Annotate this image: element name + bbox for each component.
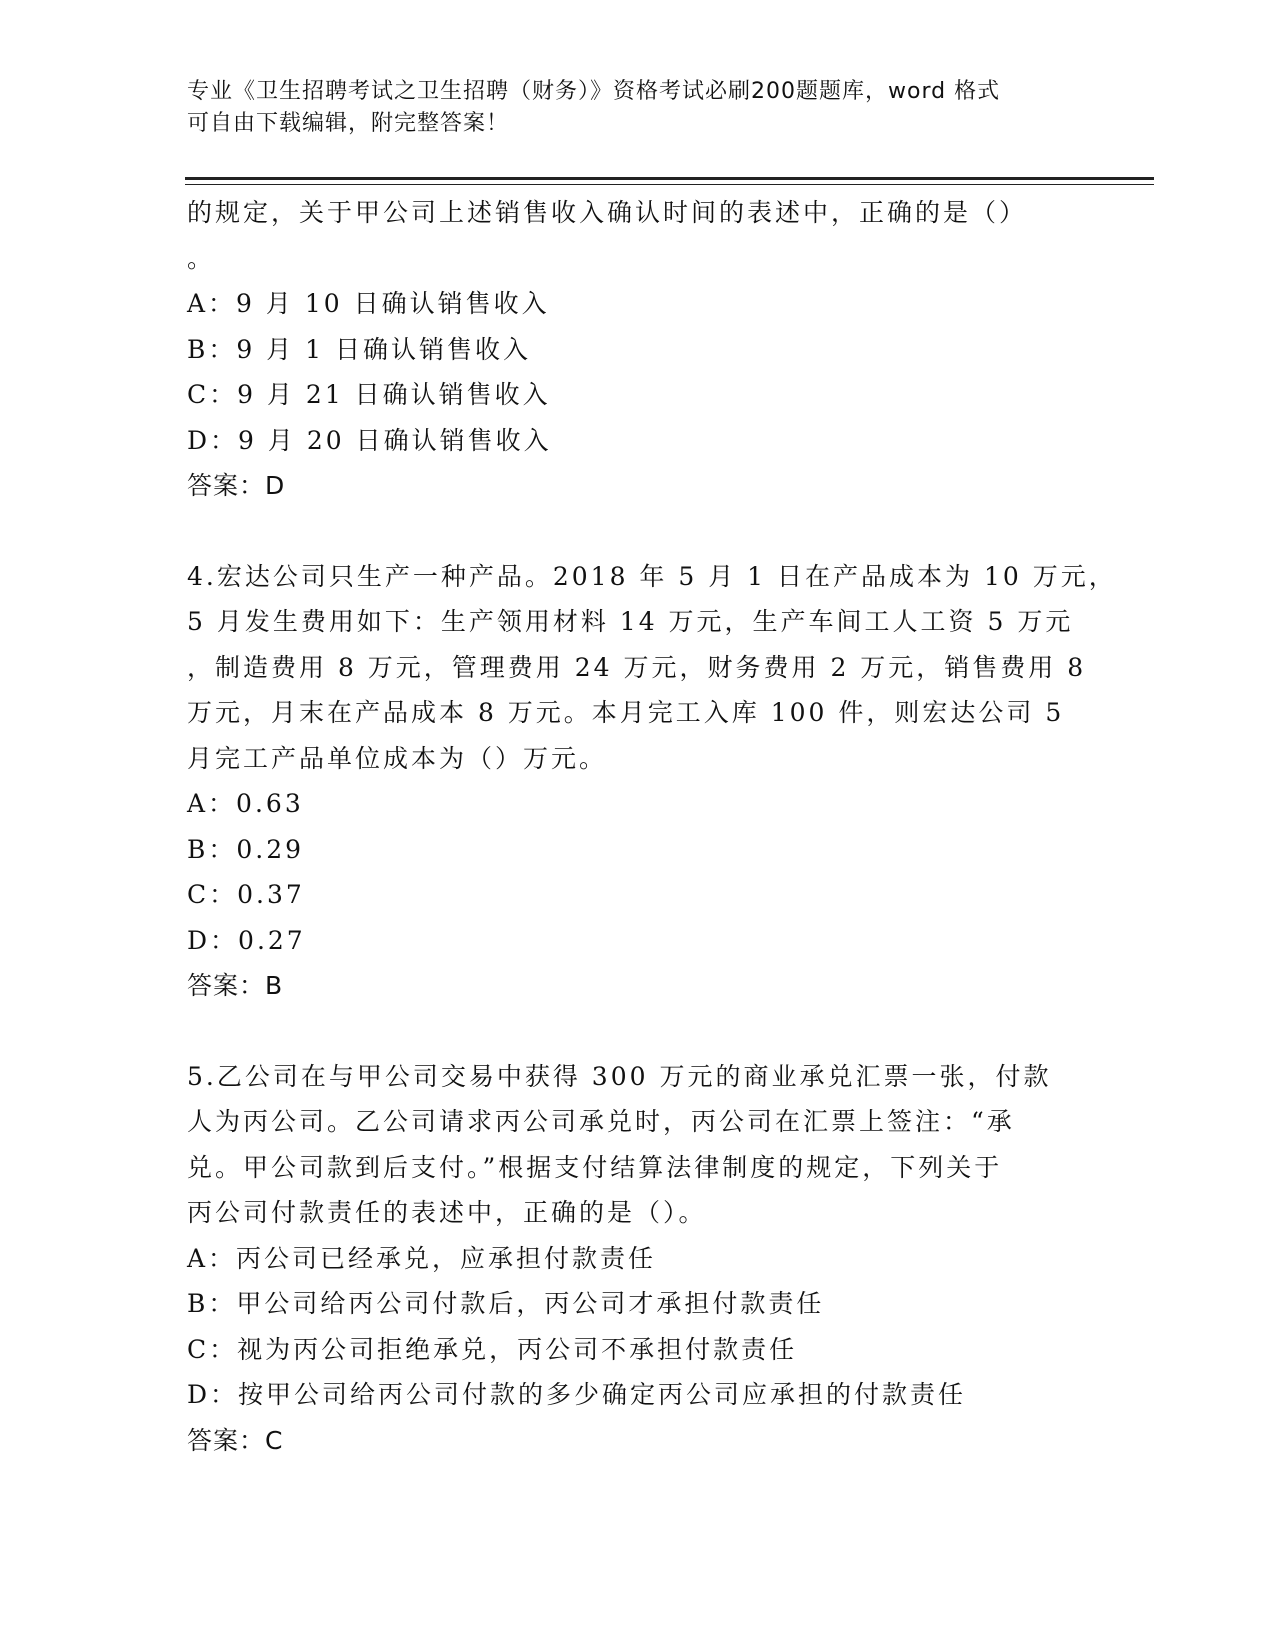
question-stem-line: 的规定，关于甲公司上述销售收入确认时间的表述中，正确的是（） <box>187 198 1028 227</box>
header-rule-thick <box>185 177 1154 180</box>
option-d: D：9 月 20 日确认销售收入 <box>187 425 552 455</box>
spacer <box>187 1009 1087 1054</box>
header-rule-thin <box>185 184 1154 185</box>
option-b: B：甲公司给丙公司付款后，丙公司才承担付款责任 <box>187 1289 825 1318</box>
question-4 <box>187 554 1117 1009</box>
question-stem-line: 月完工产品单位成本为（）万元。 <box>187 743 608 773</box>
option-a: A：丙公司已经承兑，应承担付款责任 <box>187 1243 657 1273</box>
option-c: C：9 月 21 日确认销售收入 <box>187 380 551 409</box>
option-b: B：0.29 <box>187 834 305 864</box>
option-a: A：0.63 <box>187 789 304 818</box>
option-b: B：9 月 1 日确认销售收入 <box>187 334 532 364</box>
option-c: C：视为丙公司拒绝承兑，丙公司不承担付款责任 <box>187 1334 798 1364</box>
option-a: A：9 月 10 日确认销售收入 <box>187 289 550 318</box>
option-c: C：0.37 <box>187 880 305 909</box>
question-5 <box>187 1054 1087 1464</box>
question-stem-line: 。 <box>187 243 216 273</box>
answer: 答案：B <box>187 971 284 1000</box>
document-header <box>187 76 1067 140</box>
header-line-2: 可自由下载编辑，附完整答案！ <box>187 111 510 136</box>
question-stem-line: 5 月发生费用如下：生产领用材料 14 万元，生产车间工人工资 5 万元 <box>187 607 1074 636</box>
spacer <box>187 509 1087 554</box>
question-stem-line: 兑。甲公司款到后支付。”根据支付结算法律制度的规定，下列关于 <box>187 1152 1003 1182</box>
header-line-1: 专业《卫生招聘考试之卫生招聘（财务）》资格考试必刷200题题库，word 格式 <box>187 79 1001 104</box>
question-stem-line: 5.乙公司在与甲公司交易中获得 300 万元的商业承兑汇票一张，付款 <box>187 1061 1052 1091</box>
answer: 答案：D <box>187 471 286 500</box>
option-d: D：按甲公司给丙公司付款的多少确定丙公司应承担的付款责任 <box>187 1380 967 1409</box>
question-stem-line: 万元，月末在产品成本 8 万元。本月完工入库 100 件，则宏达公司 5 <box>187 698 1065 727</box>
question-stem-line: 人为丙公司。乙公司请求丙公司承兑时，丙公司在汇票上签注：“承 <box>187 1107 1015 1136</box>
answer: 答案：C <box>187 1425 284 1455</box>
option-d: D：0.27 <box>187 925 306 955</box>
question-stem-line: ，制造费用 8 万元，管理费用 24 万元，财务费用 2 万元，销售费用 8 <box>187 652 1087 682</box>
question-content <box>187 190 1117 1463</box>
question-3 <box>187 190 1087 509</box>
question-stem-line: 丙公司付款责任的表述中，正确的是（）。 <box>187 1198 707 1227</box>
question-stem-line: 4.宏达公司只生产一种产品。2018 年 5 月 1 日在产品成本为 10 万元， <box>187 561 1117 591</box>
